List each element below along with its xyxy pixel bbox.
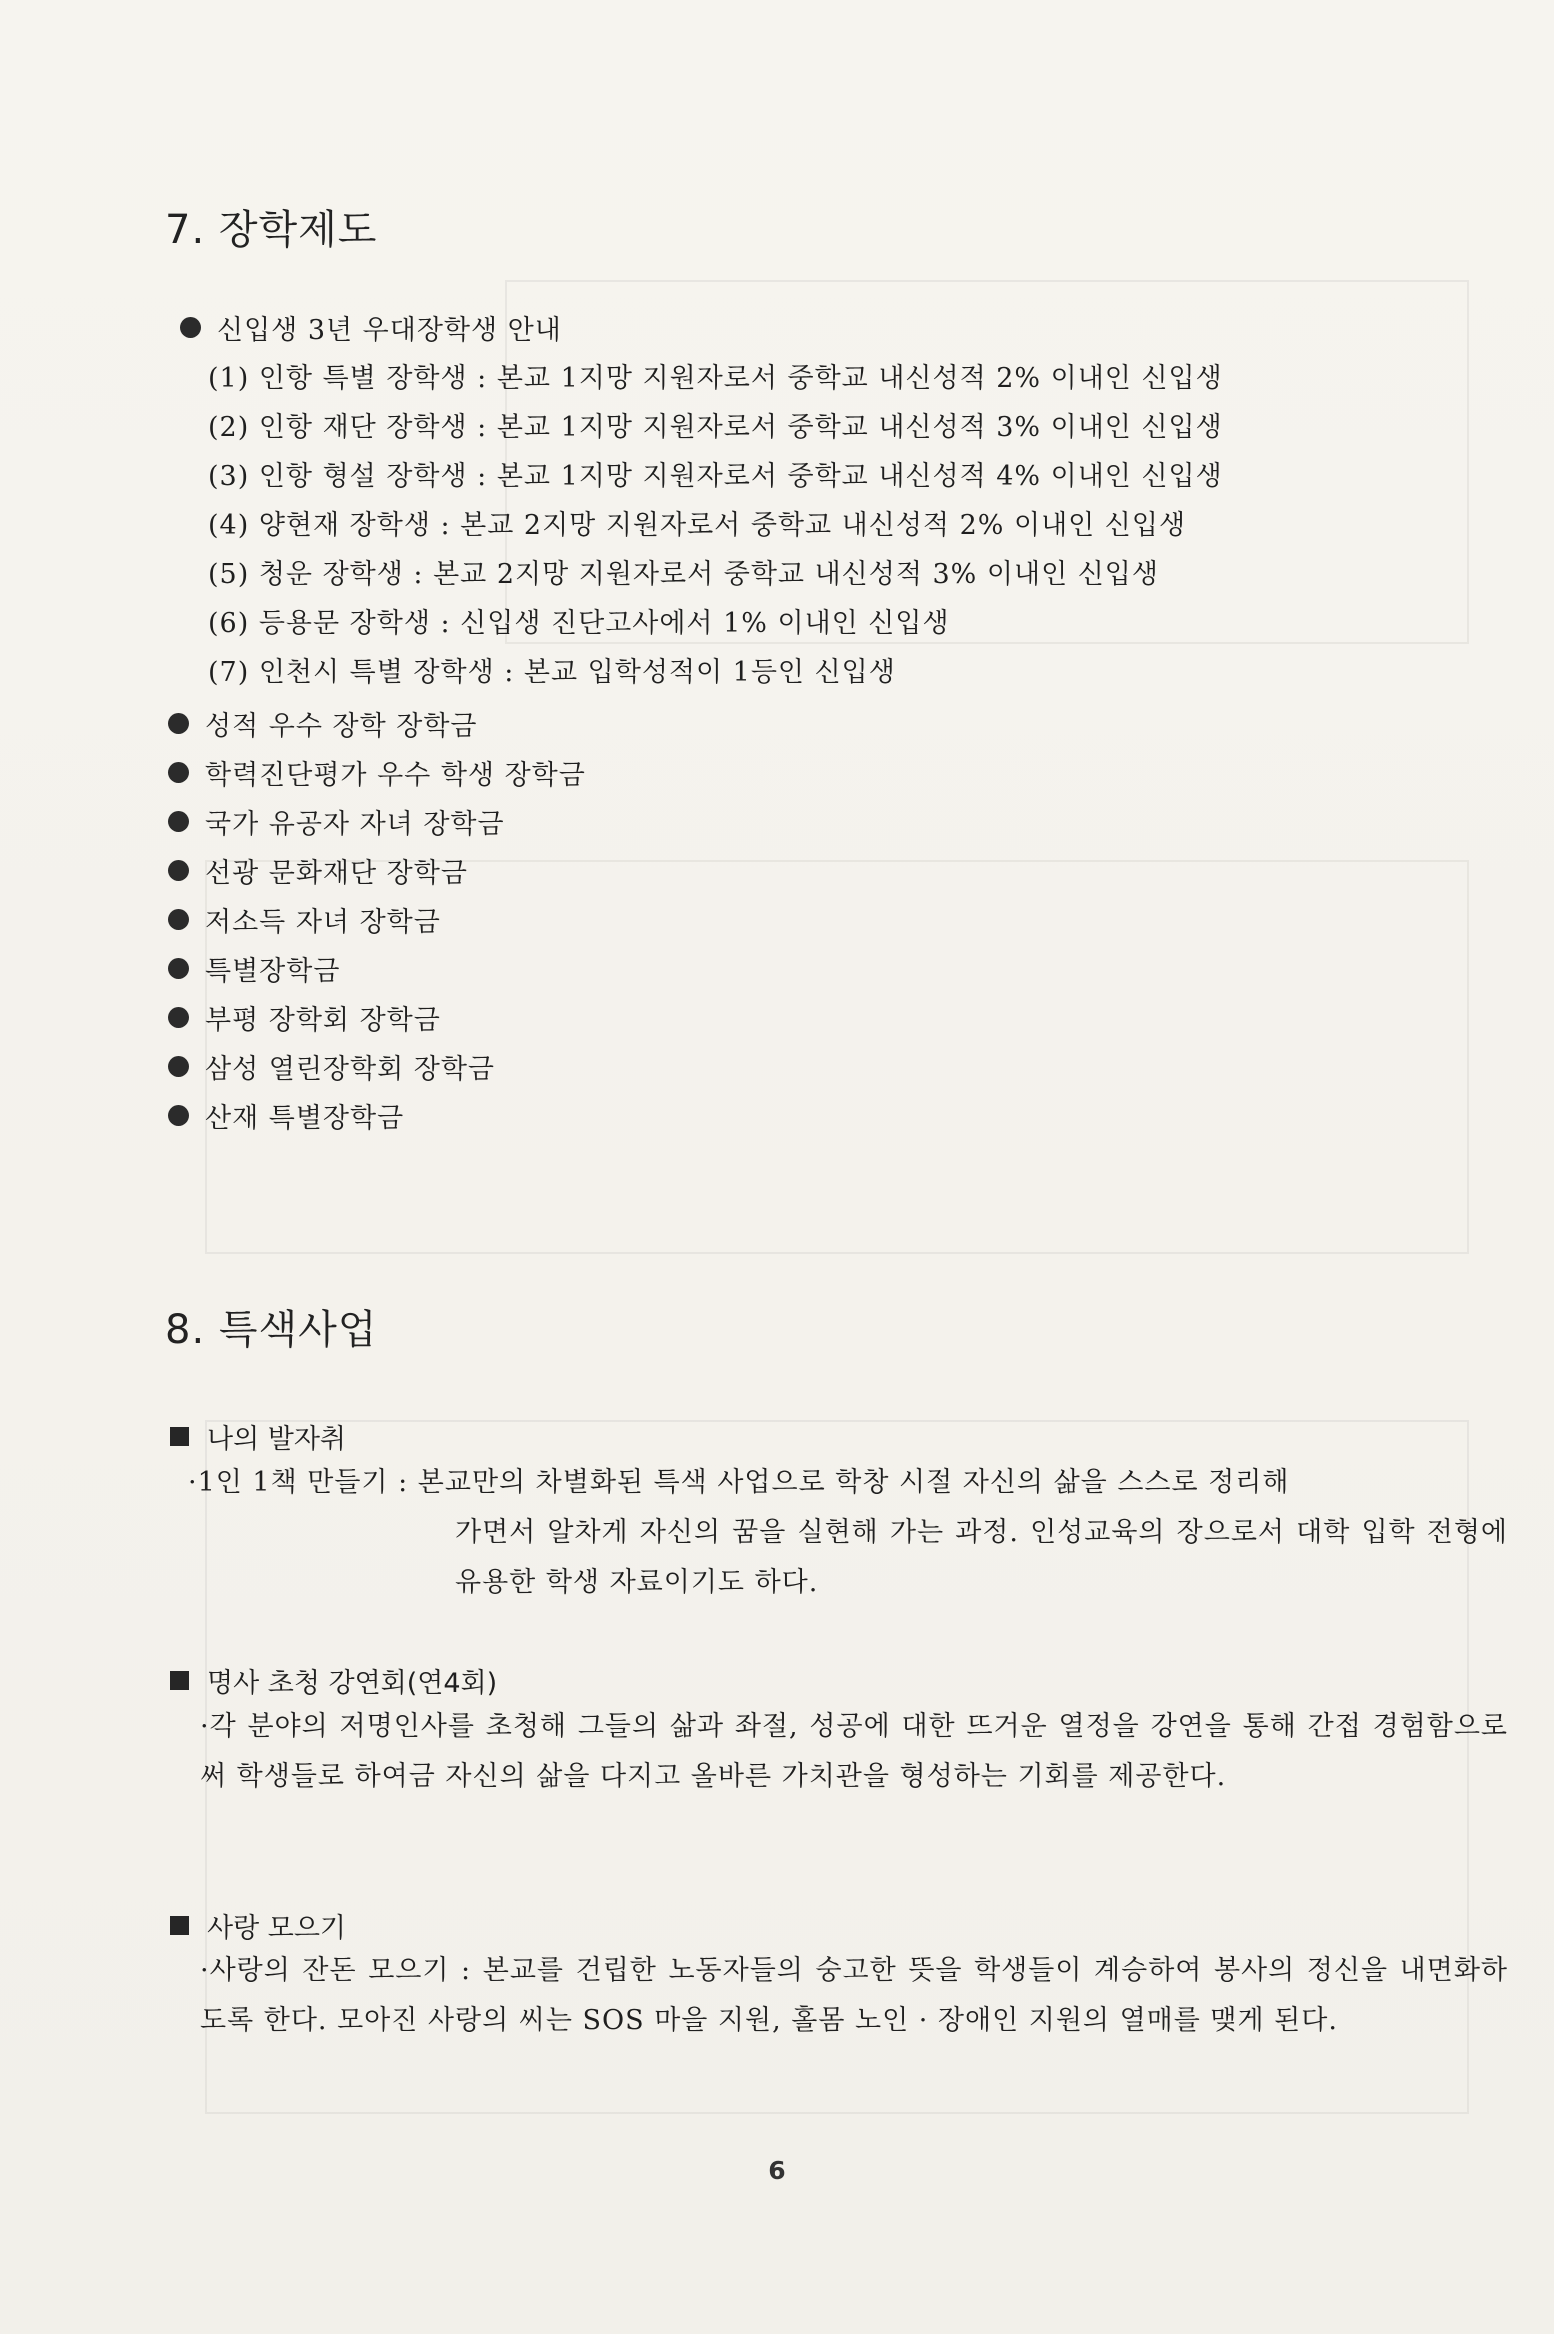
program-heading [170,1660,497,1700]
bullet-dot-icon [168,958,189,979]
scholarship-bullet [168,849,468,891]
program-heading-text: 명사 초청 강연회(연4회) [207,1667,498,1699]
scholarship-item-6: (6) 등용문 장학생 : 신입생 진단고사에서 1% 이내인 신입생 [208,607,950,639]
scholarship-bullet-text: 부평 장학회 장학금 [205,1004,441,1036]
page-number: 6 [768,2156,786,2185]
square-bullet-icon [170,1671,189,1690]
bullet-dot-icon [168,860,189,881]
scholarship-bullet-text: 산재 특별장학금 [205,1102,405,1134]
program-description: ·각 분야의 저명인사를 초청해 그들의 삶과 좌절, 성공에 대한 뜨거운 열정을 강연을 통해 간접 경험함으로써 학생들로 하여금 자신의 삶을 다지고 올바른 가치관을 형성하는 기회를 제공한다. [200,1711,1508,1792]
program-heading [170,1905,346,1945]
scholarship-bullet-text: 저소득 자녀 장학금 [205,906,441,938]
scholarship-bullet-text: 특별장학금 [205,955,341,987]
scholarship-bullet [168,751,586,793]
scholarship-item-2: (2) 인항 재단 장학생 : 본교 1지망 지원자로서 중학교 내신성적 3% 이내인 신입생 [208,411,1223,443]
bullet-dot-icon [168,1007,189,1028]
bullet-dot-icon [168,1105,189,1126]
scholarship-bullet [168,947,340,989]
scholarship-bullet-text: 선광 문화재단 장학금 [205,857,468,889]
square-bullet-icon [170,1916,189,1935]
bullet-dot-icon [168,811,189,832]
scholarship-bullet-text: 삼성 열린장학회 장학금 [205,1053,495,1085]
scholarship-bullet [168,898,441,940]
program-heading-text: 사랑 모으기 [207,1912,346,1944]
bullet-dot-icon [168,713,189,734]
scholarship-bullet [168,800,505,842]
intro-bullet [180,306,562,348]
scholarship-bullet-text: 성적 우수 장학 장학금 [205,710,478,742]
bullet-dot-icon [168,1056,189,1077]
scholarship-item-5: (5) 청운 장학생 : 본교 2지망 지원자로서 중학교 내신성적 3% 이내인 신입생 [208,558,1159,590]
section-7-title: 7. 장학제도 [165,207,378,253]
square-bullet-icon [170,1427,189,1446]
program-heading-text: 나의 발자취 [207,1423,346,1455]
scholarship-item-7: (7) 인천시 특별 장학생 : 본교 입학성적이 1등인 신입생 [208,656,896,688]
intro-bullet-text: 신입생 3년 우대장학생 안내 [217,314,562,346]
program-description: ·사랑의 잔돈 모으기 : 본교를 건립한 노동자들의 숭고한 뜻을 학생들이 계승하여 봉사의 정신을 내면화하도록 한다. 모아진 사랑의 씨는 SOS 마을 지원, 홀몸 노인 · 장애인 지원의 열매를 맺게 된다. [200,1955,1508,2036]
scholarship-bullet [168,996,441,1038]
program-heading [170,1416,346,1456]
program-continuation-text: 가면서 알차게 자신의 꿈을 실현해 가는 과정. 인성교육의 장으로서 대학 입학 전형에 유용한 학생 자료이기도 하다. [455,1517,1508,1598]
section-8-title: 8. 특색사업 [165,1307,378,1353]
scholarship-bullet [168,1094,404,1136]
scholarship-item-3: (3) 인항 형설 장학생 : 본교 1지망 지원자로서 중학교 내신성적 4% 이내인 신입생 [208,460,1223,492]
scholarship-bullet-text: 국가 유공자 자녀 장학금 [205,808,505,840]
scholarship-bullet-text: 학력진단평가 우수 학생 장학금 [205,759,586,791]
scholarship-item-4: (4) 양현재 장학생 : 본교 2지망 지원자로서 중학교 내신성적 2% 이내인 신입생 [208,509,1187,541]
scholarship-bullet [168,702,478,744]
bullet-dot-icon [168,762,189,783]
scholarship-bullet [168,1045,495,1087]
bullet-dot-icon [180,317,201,338]
program-lead-text: ·1인 1책 만들기 : 본교만의 차별화된 특색 사업으로 학창 시절 자신의 삶을 스스로 정리해 [188,1467,1290,1498]
scholarship-item-1: (1) 인항 특별 장학생 : 본교 1지망 지원자로서 중학교 내신성적 2% 이내인 신입생 [208,362,1223,394]
bullet-dot-icon [168,909,189,930]
